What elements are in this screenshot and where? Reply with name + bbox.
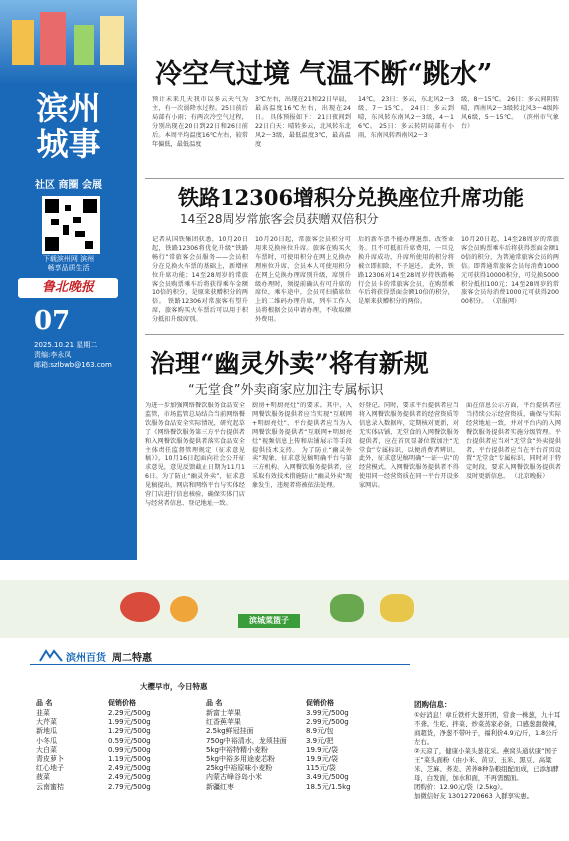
sidebar-illustration (0, 0, 137, 85)
item-price: 0.99元/500g (108, 745, 151, 754)
group-title: 团购信息： (414, 700, 452, 709)
table-row (206, 718, 406, 727)
item-name: 5kg中裕特精小麦粉 (206, 745, 268, 754)
article2-subtitle: 14至28周岁常旅客会员获赠双倍积分 (180, 212, 379, 226)
article2-col3: 后的新车票不能办理退票、改签业务。且不可抵扣升席费用，一旦兑换升席成功，升席所使用的积分将被立即扣除，不予退还。 此外，铁路12306对14至28周岁持铁路畅行会员卡的常旅客会员，在购票乘车后将获得票面金额10倍的积分，是原来获赠积分的两倍。 (358, 236, 454, 306)
table-row (206, 746, 406, 755)
item-name: 750g中裕清水，龙须挂面 (206, 736, 287, 745)
item-price: 3.9元/把 (306, 736, 334, 745)
table-header: 品 名 促销价格 (206, 699, 334, 707)
item-name: 内蒙古峰谷岛小米 (206, 773, 262, 782)
download-subtext: 畅享品质生活 (47, 264, 90, 272)
group-text: ①好消息！章丘铁杆大葱开团，常食一株葱，九十耳不聋。生吃、拌菜、炒菜蒸家必备，口感葱甜微辣，商超货，净葱不带叶子，福利价4.9元/斤，1.8公斤左右。 ②天凉了，健康小菜头葱花采。燕窝头通状康“国子王”菜头面粉（由小米、黄豆、玉米、黑豆、高粱米、芝麻、荞麦、苦荞8种杂粮组配而成，已添加酵母，白发面，加水和面，不再需醒面。 团购价：12.90元/袋（2.5kg）。 加微信好友 13012720663 入群享实惠。 (414, 711, 561, 800)
item-price: 3.99元/500g (306, 709, 349, 717)
article2-col4: 10月20日起，14至28周岁的常旅客会员购票乘车后将获得票面金额10倍的积分，为普通常旅客会员的两倍。即普通常旅客会员每消费1000元可获得10000积分，可兑换5000积分抵扣100元；14至28周岁的常旅客会员每消费1000元可获得20000积分。 （京报网） (461, 236, 559, 306)
item-name: 青皮萝卜 (36, 754, 64, 763)
banner-label: 滨城菜篮子 (238, 614, 300, 628)
article1-title: 冷空气过境 气温不断“跳水” (155, 59, 493, 90)
section-subtitle: 社区 商圈 会展 (35, 180, 102, 191)
table-header: 品 名 促销价格 (36, 699, 136, 707)
divider (145, 334, 564, 335)
item-price: 2.49元/500g (108, 764, 151, 773)
article1-col3: 14℃。 23日：多云，东北风2～3级，7～15℃。 24日：多云到晴，东风转东南风2～3级，4～16℃。 25日：多云转阴局部有小雨，东南风转西南风2～3 (358, 96, 454, 139)
article2-title: 铁路12306增积分兑换座位升席功能 (178, 185, 525, 210)
table-row (36, 755, 206, 764)
item-price: 8.9元/包 (306, 727, 334, 736)
item-name: 新富士苹果 (206, 709, 241, 717)
item-price: 19.9元/袋 (306, 745, 338, 754)
weekly-title: 周二特惠 (112, 653, 152, 664)
item-price: 3.49元/500g (306, 773, 349, 782)
table-row (206, 764, 406, 773)
editor: 责编:李永凤 (34, 351, 72, 359)
group-buy-info (414, 700, 564, 838)
table-row (206, 727, 406, 736)
item-price: 115元/袋 (306, 764, 336, 773)
article2-col1: 记者从国铁集团获悉，10月20日起，铁路12306将优化升级“铁路畅行”常旅客会员服务——会员积分在兑换火车票的基础上，新增座位升席功能；14至28周岁的常旅客会员购票乘车后将获得乘车金额10倍的积分，是原来获赠积分的两倍。 铁路12306对常旅客有望升席，旅客购买火车票后可以用于积分抵扣升级席别。 (152, 236, 248, 324)
table-row (36, 718, 206, 727)
article3-col4: 面在信息公示方面，平台提供者应当持续公示经营资质，确保与实际经营地址一致，并对平台内的入网餐饮服务提供者实施分级管理。平台提供者应当对“无堂食”外卖提供者，平台提供者应当在平台首页设置“无堂食”专属标识，同时对于特定时段，要求入网餐饮服务提供者及时更新信息。 （北京晚报） (466, 402, 561, 481)
article3-col3: 好登记。同时，要求平台提供者应当将入网餐饮服务提供者的经营资质等信息录入数据库，定期核对更新，对无实体店铺、无堂食的入网餐饮服务提供者，应在首页显著位置加注“无堂食”专属标识，以便消费者辨识。 此外，征求意见稿明确“一证一店”的经营模式，入网餐饮服务提供者不得使用同一经营资质在同一平台开设多家网店。 (359, 402, 459, 490)
page-number: 07 (34, 306, 71, 336)
brand-logo-icon (38, 648, 64, 662)
item-name: 5kg中裕多用途麦芯粉 (206, 754, 275, 763)
download-text: 下载滨州网 滨州 (42, 255, 95, 263)
table-row (36, 709, 206, 718)
item-price: 19.9元/袋 (306, 754, 338, 763)
item-name: 大白菜 (36, 745, 57, 754)
article3-subtitle: “无堂食”外卖商家应加注专属标识 (188, 383, 384, 398)
item-price: 0.59元/500g (108, 736, 151, 745)
item-price: 2.49元/500g (108, 773, 151, 782)
item-name: 新地瓜 (36, 727, 57, 736)
article3-col2: 厨房+明厨亮灶”的要求。其中，入网餐饮服务提供者应当实现“互联网+明厨亮灶”，平台提供者应当为入网餐饮服务提供者“互联网+明厨亮灶”视频信息上传和店铺展示等手段提供技术支持。 为了防止“幽灵外卖”现象，征求意见稿明确平台与第三方机构、入网餐饮服务提供者，应采取有效技术措施防止“幽灵外卖”现象发生，违规者将被依法处理。 (252, 402, 352, 490)
item-name: 大芹菜 (36, 718, 57, 727)
email: 邮箱:szlbwb@163.com (34, 361, 112, 369)
table-row (36, 727, 206, 736)
item-price: 2.79元/500g (108, 782, 151, 791)
item-name: 小冬瓜 (36, 736, 57, 745)
item-name: 2.5kg鲜冠挂面 (206, 727, 254, 736)
item-name: 红香蕉苹果 (206, 718, 241, 727)
table-row (36, 783, 206, 792)
item-name: 红心地子 (36, 764, 64, 773)
article1-col2: 3℃左右，出现在21和22日早晨，最高温度16℃左右，出现在24日。 具体预报如下： 21日夜间到22日白天：晴转多云，北风转东北风2～3级，最低温度3℃，最高温度 (255, 96, 351, 148)
qr-code[interactable] (42, 196, 100, 254)
table-row (206, 709, 406, 718)
promo-tagline: 大樱早市，今日特惠 (140, 682, 208, 691)
table-row (206, 783, 406, 792)
article1-col4: 级，8～15℃。 26日：多云间阴转晴，西南风2～3级转北风3～4级阵风6级，5～15℃。 （滨州市气象台） (461, 96, 559, 130)
article2-col2: 10月20日起，常旅客会员积分可用来兑换座位升席。旅客在购买火车票时，可使用积分在网上兑换办理座位升席，会员本人可使用积分在网上兑换办理席别升级，席别升级办理时，须提前确认有可升席的席位，乘车途中，会员可扫描席位上的二维码办理升席，列车工作人员将根据会员申请办理，不收取额外费用。 (255, 236, 351, 324)
item-name: 25kg中裕原味小麦粉 (206, 764, 273, 773)
divider (30, 664, 410, 665)
table-row (36, 773, 206, 782)
item-price: 2.99元/500g (306, 718, 349, 727)
table-row (206, 755, 406, 764)
item-name: 云南蜜桔 (36, 782, 64, 791)
item-price: 1.19元/500g (108, 754, 151, 763)
item-price: 1.99元/500g (108, 718, 151, 727)
item-price: 1.29元/500g (108, 727, 151, 736)
article1-col1: 预计未来几天我市以多云天气为主，有一次弱降水过程。25日前后局部有小雨；有两次冷空气过程，分别出现在20日到22日和26日前后。本周平均温度16℃左右，较常年偏低，最低温度 (152, 96, 248, 148)
article3-col1: 为进一步加强网络餐饮服务食品安全监管，市场监管总局结合当前网络餐饮服务食品安全实际情况，研究起草了《网络餐饮服务第三方平台提供者和入网餐饮服务提供者落实食品安全主体责任监督管理规定（征求意见稿）》，10月16日起面向社会公开征求意见，意见反馈截止日期为11月16日。为了防止“幽灵外卖”，征求意见稿提出，网店和网络平台与实体经营门店进行信息核验，确保实体门店与经营者信息、登记地址一致。 (145, 402, 245, 507)
item-price: 18.5元/1.5kg (306, 782, 351, 791)
promo-right-table (206, 698, 406, 792)
paper-logo: 鲁北晚报 (18, 278, 118, 298)
promo-left-table (36, 698, 206, 792)
promo-banner (0, 580, 569, 638)
item-name: 新疆红枣 (206, 782, 234, 791)
divider (145, 178, 564, 179)
table-row (206, 773, 406, 782)
table-row (36, 746, 206, 755)
table-row (36, 764, 206, 773)
brand-name: 滨州百货 (66, 653, 106, 664)
table-row (206, 737, 406, 746)
article3-title: 治理“幽灵外卖”将有新规 (150, 349, 429, 378)
item-price: 2.29元/500g (108, 709, 151, 717)
item-name: 菠菜 (36, 773, 50, 782)
section-title: 滨州 城事 (36, 89, 101, 163)
issue-date: 2025.10.21 星期二 (34, 341, 98, 349)
table-row (36, 737, 206, 746)
item-name: 韭菜 (36, 709, 50, 717)
